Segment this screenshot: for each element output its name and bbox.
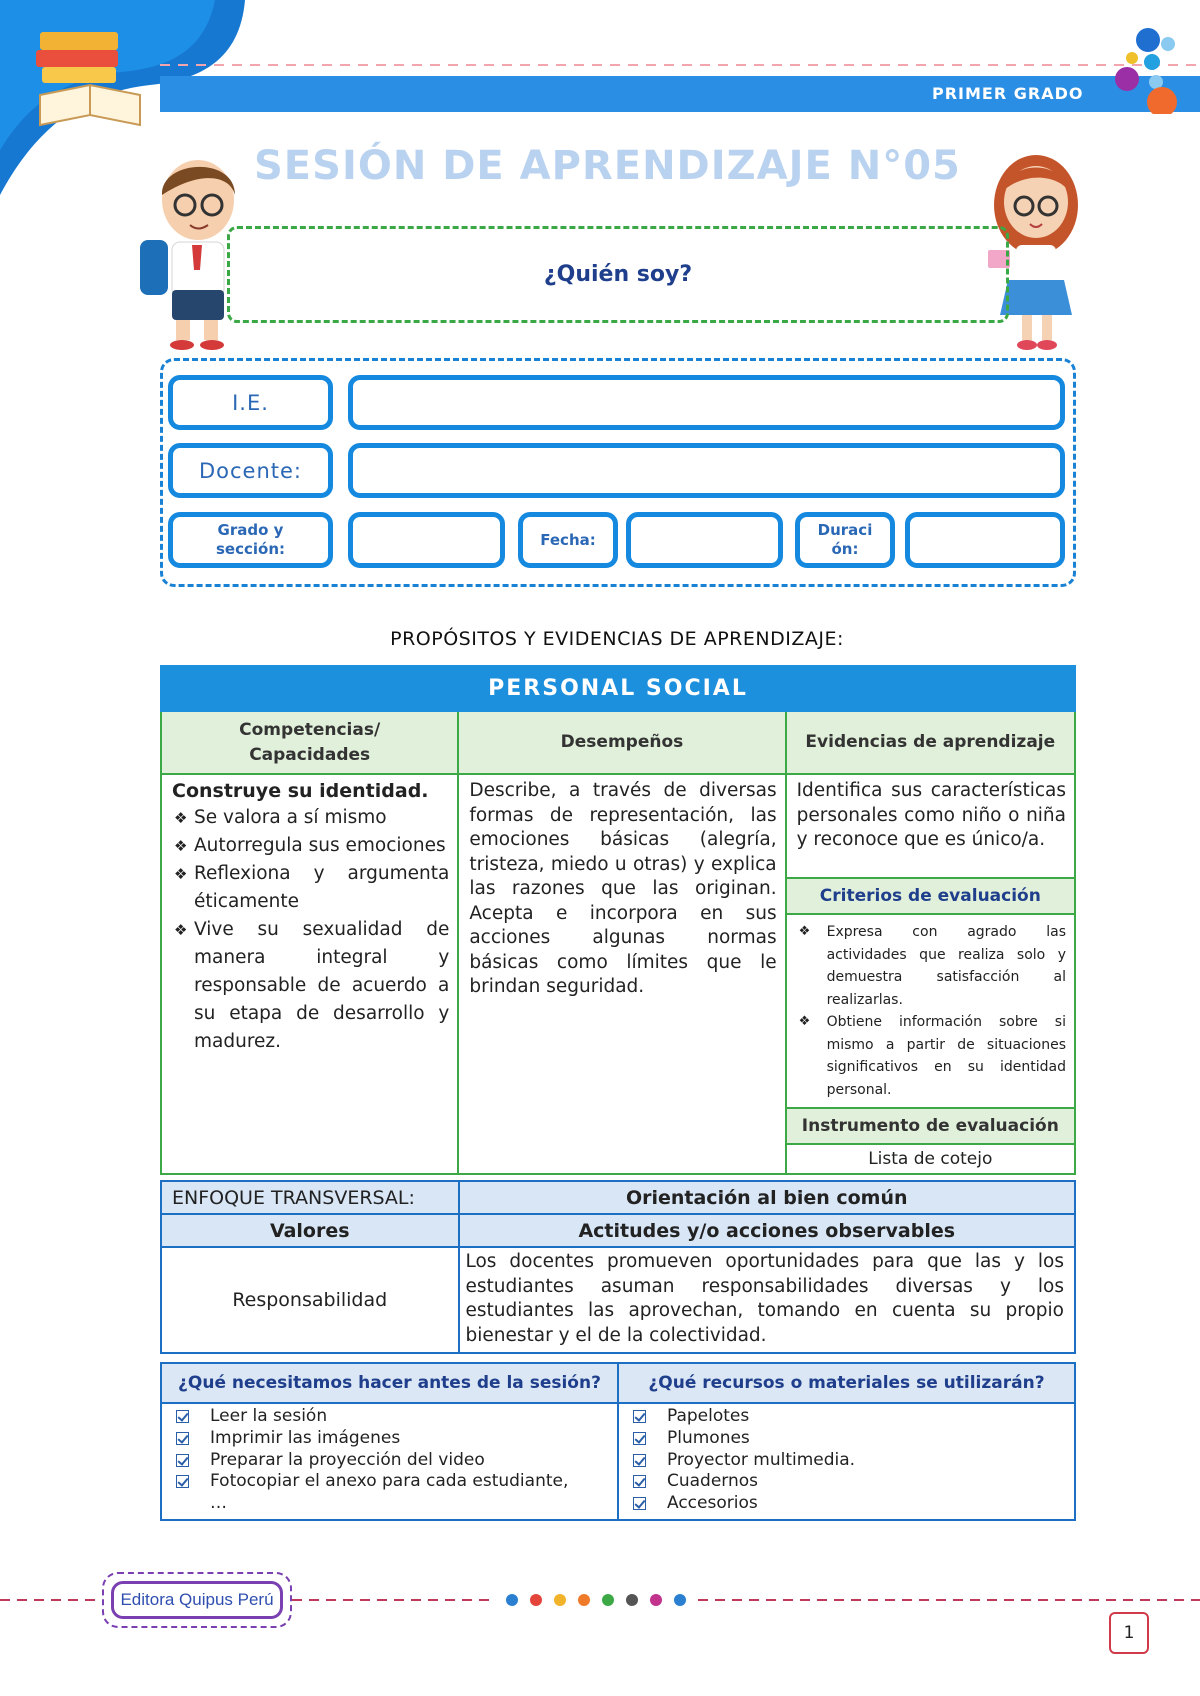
competencies-header-line1: Competencias/ <box>239 719 381 740</box>
evidence-header: Evidencias de aprendizaje <box>786 711 1075 774</box>
capacity-item: ❖ Vive su sexualidad de manera integral y responsable de acuerdo a su etapa de desarrollo y madurez. <box>172 916 449 1056</box>
duration-input[interactable] <box>905 512 1065 568</box>
materials-cell <box>618 1403 1075 1520</box>
instrument-header: Instrumento de evaluación <box>786 1108 1075 1144</box>
capacity-item: ❖ Autorregula sus emociones <box>172 832 449 860</box>
area-title: PERSONAL SOCIAL <box>161 666 1075 711</box>
before-session-header: ¿Qué necesitamos hacer antes de la sesión? <box>161 1363 618 1403</box>
criteria-header: Criterios de evaluación <box>786 878 1075 914</box>
before-session-list <box>162 1404 617 1519</box>
page-number: 1 <box>1109 1612 1149 1654</box>
checkbox-icon <box>176 1475 189 1488</box>
before-item-label: Fotocopiar el anexo para cada estudiante, <box>210 1471 569 1492</box>
purpose-table <box>160 665 1076 1175</box>
duration-label <box>795 512 895 568</box>
session-topic-box <box>227 226 1009 323</box>
before-item-label: Imprimir las imágenes <box>210 1427 401 1448</box>
checkbox-icon <box>633 1454 646 1467</box>
before-item <box>172 1450 609 1472</box>
values-header: Valores <box>161 1214 459 1247</box>
materials-list <box>619 1404 1074 1519</box>
grade-section-input[interactable] <box>348 512 505 568</box>
material-item-label: Proyector multimedia. <box>666 1449 856 1470</box>
materials-header: ¿Qué recursos o materiales se utilizarán? <box>618 1363 1075 1403</box>
checkbox-icon <box>633 1432 646 1445</box>
capacity-item: ❖ Se valora a sí mismo <box>172 804 449 832</box>
performance-header: Desempeños <box>458 711 785 774</box>
publisher-badge <box>102 1572 292 1628</box>
capacity-item: ❖ Reflexiona y argumenta éticamente <box>172 860 449 916</box>
purpose-heading: PROPÓSITOS Y EVIDENCIAS DE APRENDIZAJE: <box>390 628 844 650</box>
transversal-label: ENFOQUE TRANSVERSAL: <box>161 1181 459 1214</box>
teacher-input[interactable] <box>348 443 1065 498</box>
duration-label-line1: Duraci <box>817 521 873 539</box>
instrument-value: Lista de cotejo <box>786 1144 1075 1174</box>
before-item-label: Preparar la proyección del video <box>210 1449 485 1470</box>
criteria-item: ❖ Expresa con agrado las actividades que realiza solo y demuestra satisfacción al realizarlas. <box>797 921 1066 1011</box>
ie-label: I.E. <box>168 375 333 430</box>
header-dashed-line <box>160 62 1200 68</box>
session-title: SESIÓN DE APRENDIZAJE N°05 <box>254 143 961 189</box>
ie-input[interactable] <box>348 375 1065 430</box>
material-item <box>629 1471 1066 1493</box>
publisher-name: Editora Quipus Perú <box>111 1581 282 1619</box>
competencies-cell <box>161 774 458 1174</box>
checkbox-icon <box>176 1432 189 1445</box>
material-item <box>629 1493 1066 1515</box>
criteria-cell <box>786 914 1075 1108</box>
checkbox-icon <box>176 1410 189 1423</box>
before-item <box>172 1471 609 1493</box>
attitudes-header: Actitudes y/o acciones observables <box>459 1214 1076 1247</box>
material-item <box>629 1428 1066 1450</box>
criteria-list <box>787 915 1074 1107</box>
material-item <box>629 1406 1066 1428</box>
attitude-cell: Los docentes promueven oportunidades para que las y los estudiantes asuman responsabilidades diversas y los estudiantes las aprovechan, tomando en cuenta su propio bienestar y el de la colectividad. <box>459 1247 1076 1353</box>
teacher-label: Docente: <box>168 443 333 498</box>
transversal-approach: Orientación al bien común <box>459 1181 1076 1214</box>
grade-section-label <box>168 512 333 568</box>
checkbox-icon <box>633 1497 646 1510</box>
checkbox-icon <box>633 1475 646 1488</box>
checkbox-icon <box>633 1410 646 1423</box>
before-item <box>172 1428 609 1450</box>
grade-label: PRIMER GRADO <box>932 84 1084 103</box>
competency-title: Construye su identidad. <box>172 780 429 802</box>
before-item-continuation: … <box>210 1493 227 1514</box>
material-item-label: Papelotes <box>666 1406 750 1426</box>
competencies-header <box>161 711 458 774</box>
date-label: Fecha: <box>518 512 618 568</box>
before-item <box>172 1406 609 1428</box>
material-item <box>629 1450 1066 1472</box>
checkbox-icon <box>176 1454 189 1467</box>
criteria-item: ❖ Obtiene información sobre si mismo a partir de situaciones significativos en su identidad personal. <box>797 1011 1066 1101</box>
material-item-label: Cuadernos <box>666 1471 759 1492</box>
capacities-list <box>172 804 449 1056</box>
value-cell: Responsabilidad <box>161 1247 459 1353</box>
grade-section-label-line1: Grado y <box>217 521 284 539</box>
colored-dots-decoration <box>1110 24 1200 114</box>
before-item-label: Leer la sesión <box>210 1406 328 1426</box>
transversal-table <box>160 1180 1076 1354</box>
material-item-label: Accesorios <box>666 1493 758 1514</box>
pencils-decoration <box>506 1594 686 1606</box>
competencies-header-line2: Capacidades <box>249 744 371 765</box>
session-topic: ¿Quién soy? <box>543 262 693 287</box>
before-session-cell <box>161 1403 618 1520</box>
performance-cell: Describe, a través de diversas formas de representación, las emociones básicas (alegría, tristeza, miedo u otras) y explica las razones que las originan. Acepta e incorpora en sus acciones algunas normas básicas como límites que le brindan seguridad. <box>458 774 785 1174</box>
preparation-table <box>160 1362 1076 1521</box>
evidence-cell: Identifica sus características personales como niño o niña y reconoce que es único/a. <box>786 774 1075 878</box>
date-input[interactable] <box>626 512 783 568</box>
duration-label-line2: ón: <box>831 540 859 558</box>
grade-section-label-line2: sección: <box>215 540 285 558</box>
material-item-label: Plumones <box>666 1427 750 1448</box>
